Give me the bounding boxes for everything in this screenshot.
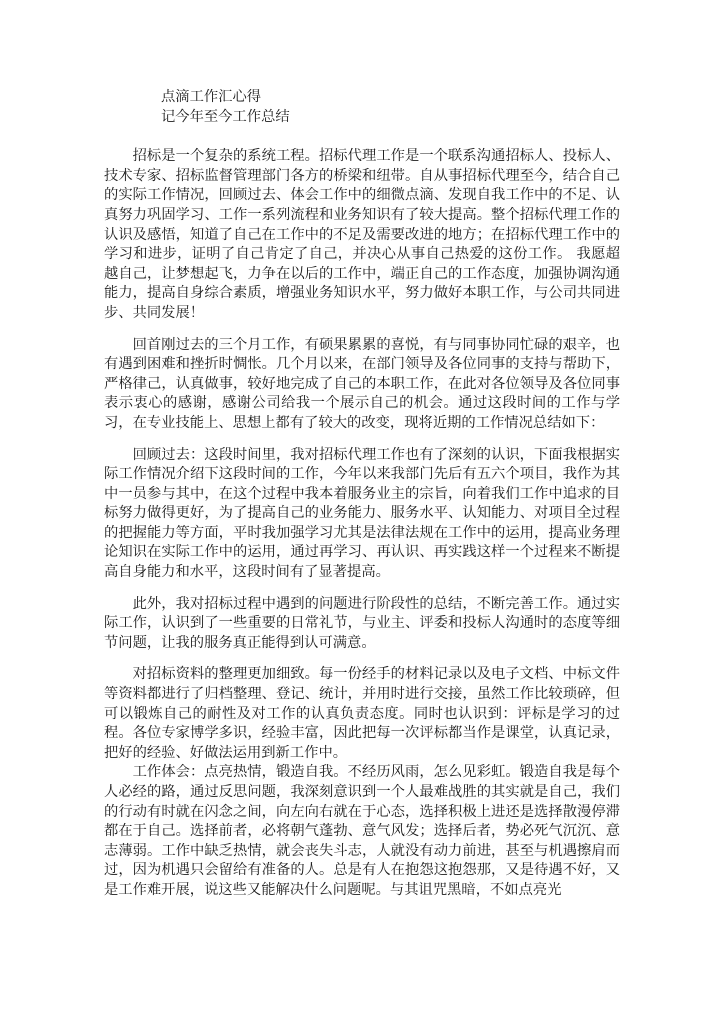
document-content — [104, 88, 620, 901]
paragraph-5: 对招标资料的整理更加细致。每一份经手的材料记录以及电子文档、中标文件等资料都进行了归档整理、登记、统计，并用时进行交接，虽然工作比较琐碎，但可以锻炼自己的耐性及对工作的认真负责态度。同时也认识到：评标是学习的过程。各位专家博学多识，经验丰富，因此把每一次评标都当作是课堂，认真记录，把好的经验、好做法运用到新工作中。 — [104, 666, 620, 761]
paragraph-3: 回顾过去：这段时间里，我对招标代理工作也有了深刻的认识，下面我根据实际工作情况介绍下这段时间的工作，今年以来我部门先后有五六个项目，我作为其中一员参与其中，在这个过程中我本着服务业主的宗旨，向着我们工作中追求的目标努力做得更好，为了提高自己的业务能力、服务水平、认知能力、对项目全过程的把握能力等方面，平时我加强学习尤其是法律法规在工作中的运用，提高业务理论知识在实际工作中的运用，通过再学习、再认识、再实践这样一个过程来不断提高自身能力和水平，这段时间有了显著提高。 — [104, 446, 620, 581]
paragraph-1: 招标是一个复杂的系统工程。招标代理工作是一个联系沟通招标人、投标人、技术专家、招标监督管理部门各方的桥梁和纽带。自从事招标代理至今，结合自己的实际工作情况，回顾过去、体会工作中的细微点滴、发现自我工作中的不足、认真努力巩固学习、工作一系列流程和业务知识有了较大提高。整个招标代理工作的认识及感悟，知道了自己在工作中的不足及需要改进的地方；在招标代理工作中的学习和进步，证明了自己肯定了自己，并决心从事自己热爱的这份工作。 我愿超越自己，让梦想起飞，力争在以后的工作中，端正自己的工作态度，加强协调沟通能力，提高自身综合素质，增强业务知识水平，努力做好本职工作，与公司共同进步、共同发展！ — [104, 148, 620, 321]
document-subtitle: 记今年至今工作总结 — [161, 108, 290, 125]
paragraph-6: 工作体会：点亮热情，锻造自我。不经历风雨，怎么见彩虹。锻造自我是每个人必经的路，通过反思问题，我深刻意识到一个人最难战胜的其实就是自己，我们的行动有时就在闪念之间，向左向右就在于心态，选择积极上进还是选择散漫停滞都在于自己。选择前者，必将朝气蓬勃、意气风发；选择后者，势必死气沉沉、意志薄弱。工作中缺乏热情，就会丧失斗志，人就没有动力前进，甚至与机遇擦肩而过，因为机遇只会留给有准备的人。总是有人在抱怨这抱怨那，又是待遇不好，又是工作难开展，说这些又能解决什么问题呢。与其诅咒黑暗，不如点亮光 — [104, 764, 620, 898]
paragraph-4: 此外，我对招标过程中遇到的问题进行阶段性的总结，不断完善工作。通过实际工作，认识到了一些重要的日常礼节，与业主、评委和投标人沟通时的态度等细节问题，让我的服务真正能得到认可满意。 — [104, 595, 620, 651]
paragraph-2: 回首刚过去的三个月工作，有硕果累累的喜悦，有与同事协同忙碌的艰辛，也有遇到困难和挫折时惆怅。几个月以来，在部门领导及各位同事的支持与帮助下，严格律己，认真做事，较好地完成了自己的本职工作，在此对各位领导及各位同事表示衷心的感谢，感谢公司给我一个展示自己的机会。通过这段时间的工作与学习，在专业技能上、思想上都有了较大的改变，现将近期的工作情况总结如下： — [104, 336, 620, 431]
document-title: 点滴工作汇心得 — [161, 89, 262, 105]
title-block — [104, 88, 620, 127]
